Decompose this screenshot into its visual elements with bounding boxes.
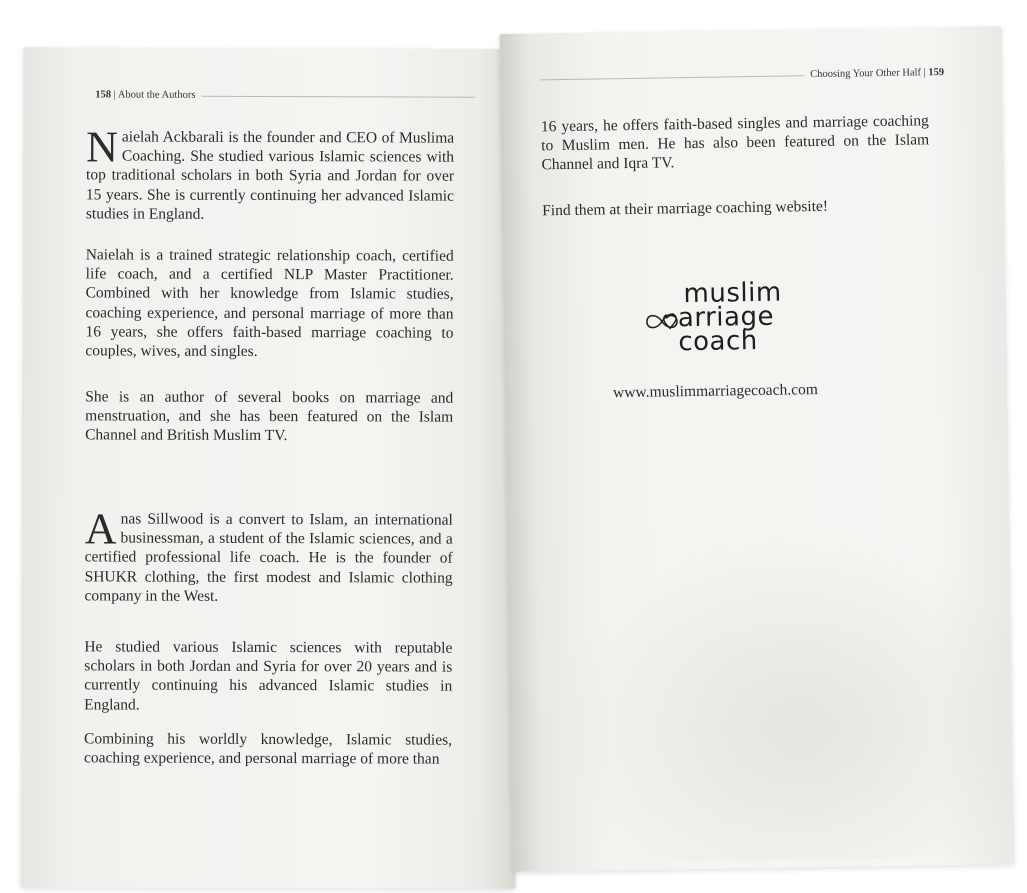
- paragraph-naielah-intro: [85, 122, 455, 224]
- right-page: [499, 26, 1014, 872]
- paragraph-anas-continued: 16 years, he offers faith-based singles and marriage coaching to Muslim men. He has also been featured on the Islam Channel and Iqra TV.: [540, 112, 930, 174]
- page-shadow: [547, 526, 1012, 863]
- header-separator: |: [923, 67, 926, 79]
- paragraph-website-cta: Find them at their marriage coaching website!: [542, 197, 829, 220]
- left-page: [21, 47, 519, 889]
- paragraph-naielah-author: She is an author of several books on marriage and menstruation, and she has been featured on the Islam Channel and British Muslim TV.: [85, 388, 454, 445]
- right-running-header: [540, 67, 944, 84]
- paragraph-anas-studies: He studied various Islamic sciences with reputable scholars in both Jordan and Syria for over 20 years and is currently continuing his advanced Islamic studies in England.: [84, 638, 453, 714]
- paragraph-naielah-coaching: Naielah is a trained strategic relationship coach, certified life coach, and a certified NLP Master Practitioner. Combined with her knowledge from Islamic studies, coaching experience, and personal marriage of more than 16 years, she offers faith-based marriage coaching to couples, wives, and singles.: [85, 246, 454, 360]
- header-separator: |: [113, 89, 116, 101]
- drop-cap: N: [86, 122, 118, 172]
- right-page-number: 159: [928, 67, 945, 79]
- logo-word-marriage: arriage: [677, 301, 775, 334]
- paragraph-anas-intro: [84, 504, 453, 606]
- left-running-header: [95, 89, 475, 101]
- left-running-head: About the Authors: [117, 89, 196, 101]
- logo-word-coach: coach: [678, 325, 758, 358]
- left-page-number: 158: [95, 89, 112, 101]
- website-url: www.muslimmarriagecoach.com: [612, 381, 818, 402]
- header-rule: [201, 96, 475, 98]
- header-rule: [540, 75, 804, 80]
- right-running-head: Choosing Your Other Half: [810, 67, 922, 81]
- paragraph-anas-coaching: Combining his worldly knowledge, Islamic studies, coaching experience, and personal marriage of more than: [83, 730, 453, 768]
- paragraph-text: nas Sillwood is a convert to Islam, an international businessman, a student of the Islamic sciences, and a certified professional life coach. He is the founder of SHUKR clothing, the first modest and Islamic clothing company in the West.: [84, 510, 453, 605]
- logo-word-muslim: muslim: [683, 277, 782, 310]
- muslim-marriage-coach-logo: [643, 279, 824, 362]
- paragraph-text: aielah Ackbarali is the founder and CEO of Muslima Coaching. She studied various Islamic sciences with top traditional scholars in both Syria and Jordan for over 15 years. She is currently continuing her advanced Islamic studies in England.: [85, 128, 455, 223]
- drop-cap: A: [84, 504, 117, 554]
